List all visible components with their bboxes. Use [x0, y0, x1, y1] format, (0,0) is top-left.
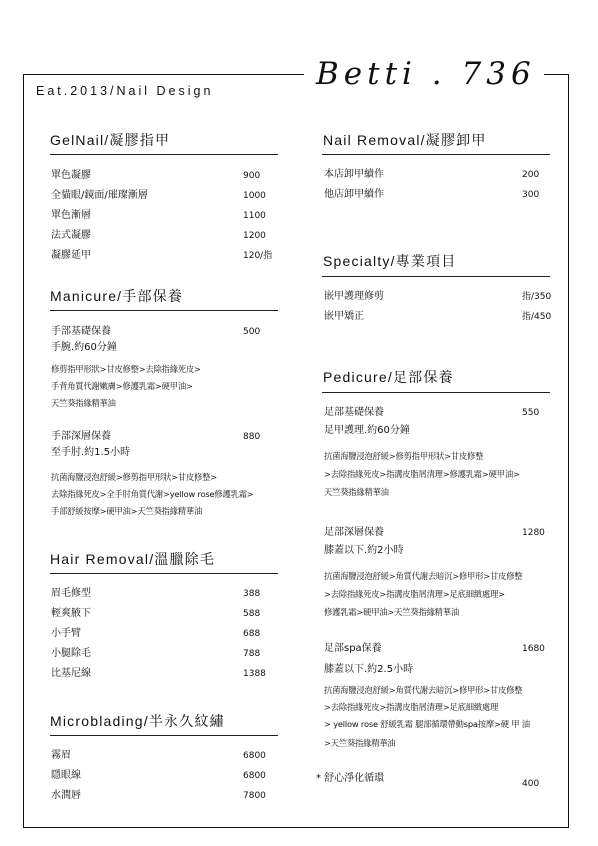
established-tagline: Eat.2013/Nail Design [36, 84, 214, 98]
gel-item-name: 單色凝膠 [51, 170, 91, 181]
brand-logo: Betti . 736 [304, 52, 544, 96]
pedicure-deep-note: >去除指緣死皮>指溝皮脂屑清理>足底細緻處理> [324, 589, 505, 599]
manicure-deep-note: 抗菌海鹽浸泡舒緩>修剪指甲形狀>甘皮修整> [51, 472, 218, 482]
gel-item-name: 全貓眼/鏡面/璀璨漸層 [51, 190, 148, 201]
specialty-item-name: 嵌甲護理修剪 [324, 291, 384, 302]
manicure-divider [50, 310, 278, 311]
manicure-section-title: Manicure/手部保養 [50, 288, 184, 304]
manicure-deep-price: 880 [243, 432, 261, 442]
pedicure-spa-note: >天竺葵指緣精華油 [324, 738, 396, 748]
hair-item-price: 388 [243, 589, 261, 599]
gel-item-price: 1100 [243, 211, 266, 221]
pedicure-basic-name: 足部基礎保養 [324, 407, 384, 418]
pedicure-section-title: Pedicure/足部保養 [323, 369, 454, 385]
gel-divider [50, 154, 278, 155]
hair-item-name: 眉毛修型 [51, 588, 91, 599]
hair-item-name: 小腿除毛 [51, 648, 91, 659]
hair-item-name: 小手臂 [51, 628, 81, 639]
pedicure-basic-note: >去除指緣死皮>指溝皮脂屑清理>修護乳霜>硬甲油> [324, 469, 520, 479]
hair-item-price: 588 [243, 609, 261, 619]
removal-section-title: Nail Removal/凝膠卸甲 [323, 132, 487, 148]
pedicure-spa-name: 足部spa保養 [324, 643, 382, 654]
removal-item-price: 200 [522, 170, 540, 180]
gel-item-price: 1200 [243, 231, 266, 241]
pedicure-divider [322, 392, 550, 393]
specialty-section-title: Specialty/專業項目 [323, 253, 457, 269]
gel-item-name: 單色漸層 [51, 210, 91, 221]
specialty-item-name: 嵌甲矯正 [324, 311, 364, 322]
pedicure-extra-price: 400 [522, 779, 540, 789]
pedicure-basic-note: 抗菌海鹽浸泡舒緩>修剪指甲形狀>甘皮修整 [324, 451, 484, 461]
pedicure-spa-note: >去除指緣死皮>指溝皮脂屑清理>足底細緻處理 [324, 702, 499, 712]
micro-item-price: 6800 [243, 751, 266, 761]
pedicure-spa-duration: 膝蓋以下.約2.5小時 [324, 664, 414, 675]
manicure-basic-name: 手部基礎保養 [51, 326, 111, 337]
manicure-basic-price: 500 [243, 327, 261, 337]
hair-item-price: 788 [243, 649, 261, 659]
micro-item-price: 6800 [243, 771, 266, 781]
pedicure-spa-price: 1680 [522, 644, 545, 654]
pedicure-deep-price: 1280 [522, 528, 545, 538]
manicure-basic-duration: 手腕.約60分鐘 [51, 342, 117, 353]
removal-divider [322, 154, 550, 155]
pedicure-deep-duration: 膝蓋以下.約2小時 [324, 545, 404, 556]
gel-item-name: 凝膠延甲 [51, 250, 91, 261]
manicure-deep-duration: 至手肘.約1.5小時 [51, 447, 131, 458]
pedicure-spa-note: > yellow rose 舒緩乳霜 腿部循環帶動spa按摩>硬 甲 油 [324, 719, 530, 729]
pedicure-basic-price: 550 [522, 408, 540, 418]
micro-item-price: 7800 [243, 791, 266, 801]
micro-divider [50, 735, 278, 736]
specialty-item-price: 指/350 [522, 292, 552, 302]
pedicure-deep-name: 足部深層保養 [324, 527, 384, 538]
pedicure-extra-name: * 舒心淨化循環 [316, 773, 385, 784]
hair-item-price: 688 [243, 629, 261, 639]
specialty-divider [322, 276, 550, 277]
hair-section-title: Hair Removal/溫臘除毛 [50, 551, 216, 567]
pedicure-spa-note: 抗菌海鹽浸泡舒緩>角質代謝去暗沉>修甲形>甘皮修整 [324, 685, 523, 695]
gel-item-price: 1000 [243, 191, 266, 201]
micro-item-name: 水潤唇 [51, 790, 81, 801]
manicure-deep-note: 手部舒緩按摩>硬甲油>天竺葵指緣精華油 [51, 506, 203, 516]
pedicure-basic-note: 天竺葵指緣精華油 [324, 487, 389, 497]
hair-divider [50, 573, 278, 574]
micro-section-title: Microblading/半永久紋繡 [50, 713, 225, 729]
micro-item-name: 霧眉 [51, 750, 71, 761]
hair-item-name: 比基尼線 [51, 668, 91, 679]
manicure-basic-note: 修剪指甲形狀>甘皮修整>去除指緣死皮> [51, 364, 201, 374]
hair-item-price: 1388 [243, 669, 266, 679]
specialty-item-price: 指/450 [522, 312, 552, 322]
removal-item-price: 300 [522, 190, 540, 200]
removal-item-name: 本店卸甲續作 [324, 169, 384, 180]
gel-item-price: 900 [243, 171, 261, 181]
pedicure-deep-note: 抗菌海鹽浸泡舒緩>角質代謝去暗沉>修甲形>甘皮修整 [324, 571, 523, 581]
manicure-basic-note: 手背角質代謝嫩膚>修護乳霜>硬甲油> [51, 381, 193, 391]
gel-item-price: 120/指 [243, 251, 273, 261]
pedicure-basic-duration: 足甲護理.約60分鐘 [324, 425, 410, 436]
micro-item-name: 隱眼線 [51, 770, 81, 781]
hair-item-name: 輕爽腋下 [51, 608, 91, 619]
pedicure-deep-note: 修護乳霜>硬甲油>天竺葵指緣精華油 [324, 607, 459, 617]
gel-item-name: 法式凝膠 [51, 230, 91, 241]
gel-section-title: GelNail/凝膠指甲 [50, 132, 171, 148]
manicure-deep-name: 手部深層保養 [51, 431, 111, 442]
removal-item-name: 他店卸甲續作 [324, 189, 384, 200]
manicure-basic-note: 天竺葵指緣精華油 [51, 398, 116, 408]
manicure-deep-note: 去除指緣死皮>全手肘角質代謝>yellow rose修護乳霜> [51, 489, 254, 499]
